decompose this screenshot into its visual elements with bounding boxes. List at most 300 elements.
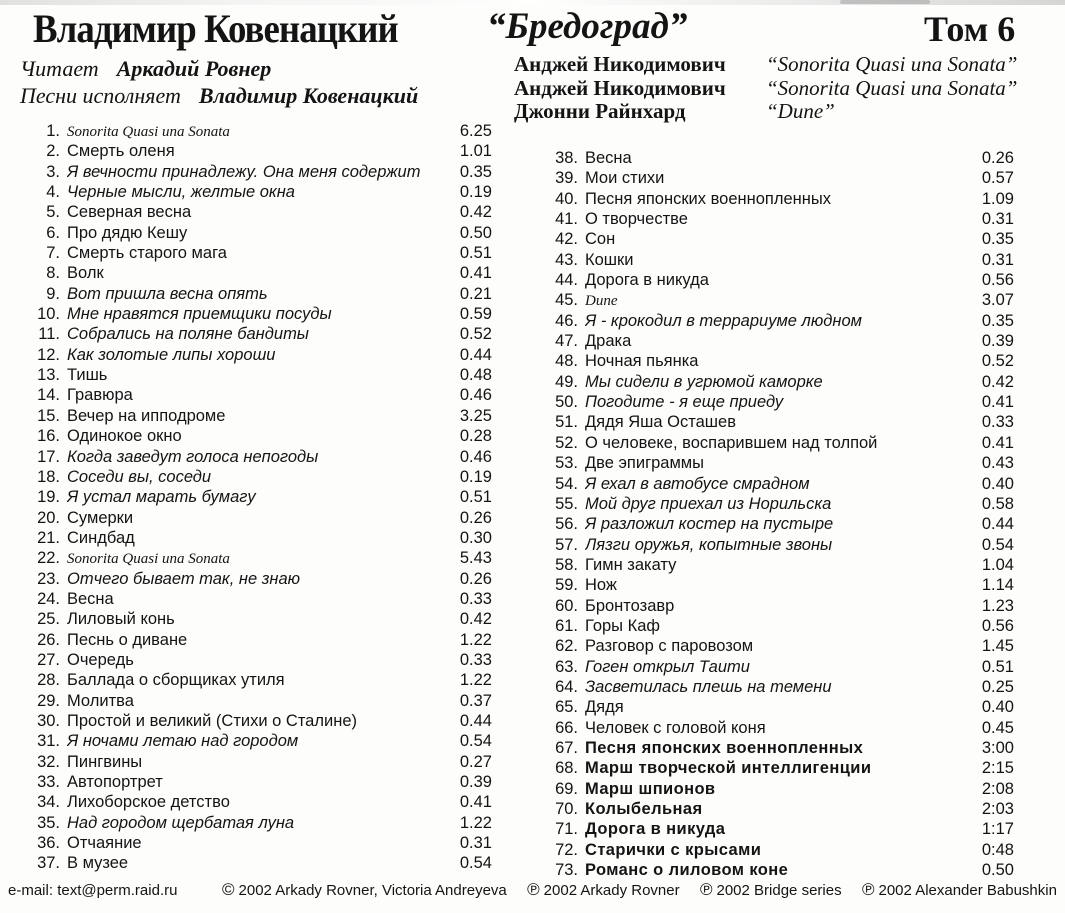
track-duration: 0.56 — [981, 271, 1014, 290]
track-row — [22, 529, 492, 549]
track-duration: 0.40 — [981, 474, 1014, 493]
track-number: 40. — [555, 189, 578, 208]
track-title: Погодите - я еще приеду — [585, 393, 784, 412]
track-duration: 0.54 — [981, 535, 1014, 554]
track-number: 71. — [555, 820, 578, 839]
track-number: 46. — [555, 311, 578, 330]
copyright-line — [222, 880, 1057, 900]
track-duration: 0.39 — [459, 773, 492, 791]
track-duration: 1.14 — [981, 576, 1014, 595]
track-duration: 6.25 — [459, 122, 492, 140]
scan-artifact — [840, 0, 930, 4]
track-row — [22, 692, 492, 712]
email-label: e-mail: — [8, 882, 54, 899]
track-number: 10. — [37, 305, 60, 324]
track-number: 5. — [46, 203, 60, 222]
track-duration: 0.31 — [981, 250, 1014, 269]
track-title: Ночная пьянка — [585, 352, 699, 371]
track-number: 48. — [555, 352, 578, 371]
track-duration: 0.44 — [459, 711, 492, 730]
track-row — [542, 230, 1014, 250]
track-title: Гравюра — [67, 386, 133, 405]
track-number: 58. — [555, 555, 578, 574]
track-title: Человек с головой коня — [585, 718, 766, 737]
credits-composers — [514, 53, 1017, 124]
copyright-segment — [700, 880, 842, 900]
track-title: Лязги оружья, копытные звоны — [585, 535, 833, 554]
track-title: Песнь о диване — [67, 630, 188, 649]
track-title: Черные мысли, желтые окна — [67, 183, 295, 202]
track-number: 24. — [37, 589, 60, 608]
track-row — [22, 122, 492, 142]
track-title: Смерть оленя — [67, 142, 175, 161]
credit-line — [514, 77, 1017, 101]
track-title: Марш шпионов — [585, 779, 716, 798]
track-number: 56. — [555, 515, 578, 534]
track-number: 16. — [37, 427, 60, 446]
track-number: 20. — [37, 508, 60, 527]
track-duration: 0.58 — [981, 494, 1014, 513]
track-title: Дядя — [585, 698, 624, 717]
track-duration: 0.59 — [459, 305, 492, 324]
track-duration: 0.44 — [459, 345, 492, 364]
track-duration: 0.41 — [459, 264, 492, 283]
track-title: Дядя Яша Осташев — [585, 413, 736, 432]
track-row — [22, 712, 492, 732]
track-title: Лихоборское детство — [67, 793, 230, 812]
track-number: 19. — [37, 488, 60, 507]
track-duration: 0.50 — [981, 861, 1014, 880]
track-row — [22, 549, 492, 569]
track-row — [542, 719, 1014, 739]
track-row — [542, 556, 1014, 576]
track-row — [22, 407, 492, 427]
copyright-text: 2002 Arkady Rovner, Victoria Andreyeva — [238, 882, 507, 899]
track-row — [22, 509, 492, 529]
track-duration: 0.57 — [981, 169, 1014, 188]
track-duration: 2:03 — [981, 800, 1014, 818]
track-title: Отчего бывает так, не знаю — [67, 569, 301, 588]
track-row — [542, 617, 1014, 637]
track-title: Мои стихи — [585, 169, 665, 188]
track-row — [22, 610, 492, 630]
track-duration: 0.35 — [459, 162, 492, 181]
work-title: “Dune” — [766, 99, 835, 123]
track-row — [22, 305, 492, 325]
track-title: Сумерки — [67, 508, 134, 527]
track-duration: 0.37 — [459, 691, 492, 710]
track-row — [22, 753, 492, 773]
track-row — [22, 264, 492, 284]
track-title: Северная весна — [67, 203, 192, 222]
track-number: 36. — [37, 834, 60, 853]
track-number: 51. — [555, 413, 578, 432]
track-duration: 2:08 — [981, 779, 1014, 798]
track-row — [542, 475, 1014, 495]
track-duration: 0.41 — [981, 433, 1014, 452]
track-row — [22, 732, 492, 752]
track-duration: 0.40 — [981, 698, 1014, 717]
track-number: 23. — [37, 569, 60, 588]
track-number: 43. — [555, 250, 578, 269]
track-row — [22, 773, 492, 793]
track-duration: 0.19 — [459, 467, 492, 486]
track-duration: 0.51 — [459, 488, 492, 507]
track-duration: 0:48 — [981, 840, 1014, 859]
track-number: 34. — [37, 793, 60, 812]
track-duration: 0.48 — [459, 366, 492, 385]
track-number: 44. — [555, 271, 578, 290]
track-row — [542, 454, 1014, 474]
track-number: 47. — [555, 332, 578, 351]
track-row — [542, 169, 1014, 189]
track-row — [22, 793, 492, 813]
track-duration: 0.51 — [459, 244, 492, 263]
track-title: Засветилась плешь на темени — [585, 677, 832, 696]
track-duration: 0.41 — [981, 393, 1014, 412]
track-title: Драка — [585, 332, 632, 351]
track-row — [542, 597, 1014, 617]
credit-line — [514, 53, 1017, 77]
track-duration: 1.09 — [981, 189, 1014, 208]
track-number: 26. — [37, 630, 60, 649]
track-duration: 1.22 — [459, 671, 492, 690]
track-row — [542, 841, 1014, 861]
track-row — [542, 780, 1014, 800]
track-duration: 0.52 — [459, 325, 492, 344]
track-duration: 0.46 — [459, 447, 492, 466]
track-row — [22, 570, 492, 590]
track-number: 52. — [555, 433, 578, 452]
track-number: 64. — [555, 677, 578, 696]
track-title: Синдбад — [67, 528, 135, 547]
track-row — [542, 210, 1014, 230]
track-number: 35. — [37, 813, 60, 832]
track-row — [542, 861, 1014, 881]
composer-name: Анджей Никодимович — [514, 75, 726, 100]
track-row — [542, 352, 1014, 372]
track-duration: 0.50 — [459, 223, 492, 242]
track-number: 22. — [37, 549, 60, 568]
phonogram-icon: ℗ — [699, 880, 713, 899]
track-row — [22, 366, 492, 386]
track-row — [22, 834, 492, 854]
track-row — [22, 386, 492, 406]
track-title: Dune — [585, 293, 618, 310]
copyright-segment — [527, 880, 679, 900]
track-row — [542, 373, 1014, 393]
track-duration: 0.25 — [981, 677, 1014, 696]
track-title: Две эпиграммы — [585, 454, 705, 473]
track-row — [542, 271, 1014, 291]
track-duration: 0.26 — [981, 149, 1014, 167]
track-row — [22, 854, 492, 874]
track-duration: 0.39 — [981, 332, 1014, 351]
track-number: 28. — [37, 671, 60, 690]
track-title: Нож — [585, 576, 617, 595]
track-row — [542, 820, 1014, 840]
credit-line — [20, 55, 418, 82]
track-title: Тишь — [67, 366, 108, 385]
track-title: Я разложил костер на пустыре — [585, 515, 834, 534]
track-row — [22, 183, 492, 203]
track-title: Отчаяние — [67, 834, 142, 853]
phonogram-icon: ℗ — [527, 880, 540, 899]
track-row — [542, 291, 1014, 311]
track-title: Когда заведут голоса непогоды — [67, 447, 319, 466]
track-title: Соседи вы, соседи — [67, 467, 212, 486]
track-duration: 0.26 — [459, 569, 492, 588]
composer-name: Джонни Райнхард — [514, 99, 686, 123]
track-title: Я ехал в автобусе смрадном — [585, 474, 810, 493]
track-row — [542, 576, 1014, 596]
track-title: Весна — [67, 589, 114, 608]
track-row — [22, 142, 492, 162]
track-row — [22, 468, 492, 488]
track-title: Мой друг приехал из Норильска — [585, 494, 832, 513]
track-row — [542, 251, 1014, 271]
volume-label: Том 6 — [924, 9, 1016, 49]
track-title: Пингвины — [67, 752, 143, 771]
track-duration: 1:17 — [981, 820, 1014, 839]
track-title: Мне нравятся приемщики посуды — [67, 305, 332, 324]
track-number: 39. — [555, 169, 578, 188]
track-title: Гоген открыл Таити — [585, 657, 750, 676]
track-duration: 0.44 — [981, 515, 1014, 534]
work-title: “Sonorita Quasi una Sonata” — [766, 75, 1018, 100]
track-title: Песня японских военнопленных — [585, 738, 864, 757]
copyright-text: 2002 Bridge series — [716, 882, 842, 899]
email-value: text@perm.raid.ru — [57, 882, 178, 899]
track-duration: 0.27 — [459, 752, 492, 771]
track-title: Баллада о сборщиках утиля — [67, 671, 285, 690]
track-number: 30. — [37, 711, 60, 730]
track-number: 68. — [555, 759, 578, 778]
track-duration: 0.28 — [459, 427, 492, 446]
track-number: 38. — [555, 149, 578, 167]
track-title: Очередь — [67, 650, 134, 669]
track-number: 70. — [555, 800, 578, 818]
track-duration: 0.54 — [459, 854, 492, 873]
track-row — [542, 658, 1014, 678]
track-duration: 0.30 — [459, 528, 492, 547]
track-title: Лиловый конь — [67, 610, 175, 629]
track-title: Кошки — [585, 250, 634, 269]
track-title: Дорога в никуда — [585, 271, 709, 290]
track-duration: 0.43 — [981, 454, 1014, 473]
track-title: Старички с крысами — [585, 840, 762, 859]
track-number: 50. — [555, 393, 578, 412]
track-number: 3. — [46, 162, 60, 181]
track-row — [22, 631, 492, 651]
track-title: Собрались на поляне бандиты — [67, 325, 309, 344]
track-duration: 0.41 — [459, 793, 492, 812]
track-duration: 1.04 — [981, 555, 1014, 574]
track-row — [542, 759, 1014, 779]
track-title: Весна — [585, 149, 632, 167]
copyright-segment — [862, 880, 1057, 900]
track-number: 13. — [37, 366, 60, 385]
track-duration: 0.42 — [459, 610, 492, 629]
track-duration: 2:15 — [981, 759, 1014, 778]
track-duration: 0.45 — [981, 718, 1014, 737]
track-title: Марш творческой интеллигенции — [585, 759, 872, 778]
credit-name: Аркадий Ровнер — [116, 56, 272, 81]
track-number: 53. — [555, 454, 578, 473]
track-title: О творчестве — [585, 210, 688, 229]
track-duration: 0.54 — [459, 732, 492, 751]
tracklist-right-column — [542, 149, 1014, 881]
track-row — [22, 488, 492, 508]
track-title: Бронтозавр — [585, 596, 675, 615]
track-number: 59. — [555, 576, 578, 595]
copyright-text: 2002 Alexander Babushkin — [878, 882, 1057, 899]
track-duration: 0.42 — [459, 203, 492, 222]
track-number: 60. — [555, 596, 578, 615]
track-title: Я ночами летаю над городом — [67, 732, 299, 751]
track-number: 33. — [37, 773, 60, 791]
track-number: 17. — [37, 447, 60, 466]
track-title: Простой и великий (Стихи о Сталине) — [67, 711, 357, 730]
track-duration: 0.35 — [981, 230, 1014, 249]
track-row — [542, 739, 1014, 759]
track-number: 2. — [46, 142, 60, 161]
tracklist-left-column — [22, 122, 492, 875]
track-title: Я - крокодил в террариуме людном — [585, 311, 862, 330]
track-number: 25. — [37, 610, 60, 629]
track-row — [542, 515, 1014, 535]
track-number: 14. — [37, 386, 60, 405]
track-row — [22, 814, 492, 834]
work-title: “Sonorita Quasi una Sonata” — [766, 52, 1018, 76]
track-title: Как золотые липы хороши — [67, 345, 276, 364]
track-number: 55. — [555, 494, 578, 513]
track-number: 1. — [46, 122, 60, 140]
track-number: 21. — [37, 528, 60, 547]
track-number: 65. — [555, 698, 578, 717]
track-title: О человеке, воспарившем над толпой — [585, 433, 878, 452]
credit-line — [20, 82, 418, 109]
track-duration: 0.56 — [981, 616, 1014, 635]
phonogram-icon: ℗ — [861, 880, 875, 899]
track-number: 18. — [37, 467, 60, 486]
footer — [8, 880, 1057, 900]
track-row — [542, 434, 1014, 454]
track-row — [22, 427, 492, 447]
track-title: Разговор с паровозом — [585, 637, 754, 656]
track-title: Вот пришла весна опять — [67, 284, 268, 303]
track-title: Мы сидели в угрюмой каморке — [585, 372, 823, 391]
track-row — [22, 651, 492, 671]
credit-line — [514, 100, 1017, 124]
credit-role: Песни исполняет — [20, 83, 181, 108]
track-title: Волк — [67, 264, 104, 283]
track-row — [542, 495, 1014, 515]
track-row — [542, 698, 1014, 718]
track-duration: 0.46 — [459, 386, 492, 405]
track-row — [542, 678, 1014, 698]
track-row — [542, 800, 1014, 820]
track-number: 69. — [555, 779, 578, 798]
track-duration: 1.22 — [459, 813, 492, 832]
track-row — [22, 590, 492, 610]
track-title: Песня японских военнопленных — [585, 189, 832, 208]
track-number: 15. — [37, 406, 60, 425]
track-number: 32. — [37, 752, 60, 771]
track-row — [22, 163, 492, 183]
track-title: Дорога в никуда — [585, 820, 726, 839]
track-duration: 0.33 — [981, 413, 1014, 432]
track-duration: 3.25 — [459, 406, 492, 425]
composer-name: Анджей Никодимович — [514, 52, 726, 76]
track-duration: 5.43 — [459, 549, 492, 568]
track-duration: 1.01 — [459, 142, 492, 161]
track-row — [22, 203, 492, 223]
track-row — [542, 190, 1014, 210]
track-row — [22, 244, 492, 264]
track-duration: 0.33 — [459, 589, 492, 608]
track-number: 9. — [46, 284, 60, 303]
track-duration: 0.21 — [459, 284, 492, 303]
track-row — [542, 332, 1014, 352]
track-number: 67. — [555, 738, 578, 757]
track-row — [542, 637, 1014, 657]
track-number: 12. — [37, 345, 60, 364]
track-row — [542, 393, 1014, 413]
track-duration: 1.45 — [981, 637, 1014, 656]
track-title: Я вечности принадлежу. Она меня содержит — [67, 162, 421, 181]
track-duration: 0.31 — [981, 210, 1014, 229]
track-row — [542, 312, 1014, 332]
track-number: 61. — [555, 616, 578, 635]
track-number: 54. — [555, 474, 578, 493]
track-number: 6. — [46, 223, 60, 242]
track-row — [542, 536, 1014, 556]
credits-performers — [20, 55, 418, 109]
track-title: Одинокое окно — [67, 427, 182, 446]
track-row — [22, 325, 492, 345]
track-title: Сон — [585, 230, 616, 249]
track-title: В музее — [67, 854, 129, 873]
track-duration: 3.07 — [981, 291, 1014, 310]
credit-role: Читает — [20, 56, 99, 81]
track-row — [542, 413, 1014, 433]
track-number: 45. — [555, 291, 578, 310]
track-duration: 0.26 — [459, 508, 492, 527]
track-number: 62. — [555, 637, 578, 656]
track-duration: 1.23 — [981, 596, 1014, 615]
track-duration: 0.51 — [981, 657, 1014, 676]
track-number: 72. — [555, 840, 578, 859]
track-title: Вечер на ипподроме — [67, 406, 226, 425]
track-number: 4. — [46, 183, 60, 202]
artist-name: Владимир Ковенацкий — [33, 6, 398, 51]
track-duration: 0.52 — [981, 352, 1014, 371]
track-duration: 0.33 — [459, 650, 492, 669]
track-number: 8. — [46, 264, 60, 283]
track-number: 27. — [37, 650, 60, 669]
track-row — [22, 448, 492, 468]
album-title: “Бредоград” — [487, 6, 688, 47]
copyright-segment — [222, 880, 507, 900]
email-address — [8, 882, 222, 899]
track-duration: 0.42 — [981, 372, 1014, 391]
track-number: 29. — [37, 691, 60, 710]
track-title: Sonorita Quasi una Sonata — [67, 551, 230, 568]
track-number: 11. — [38, 325, 60, 344]
track-number: 42. — [555, 230, 578, 249]
copyright-icon: © — [222, 880, 235, 899]
